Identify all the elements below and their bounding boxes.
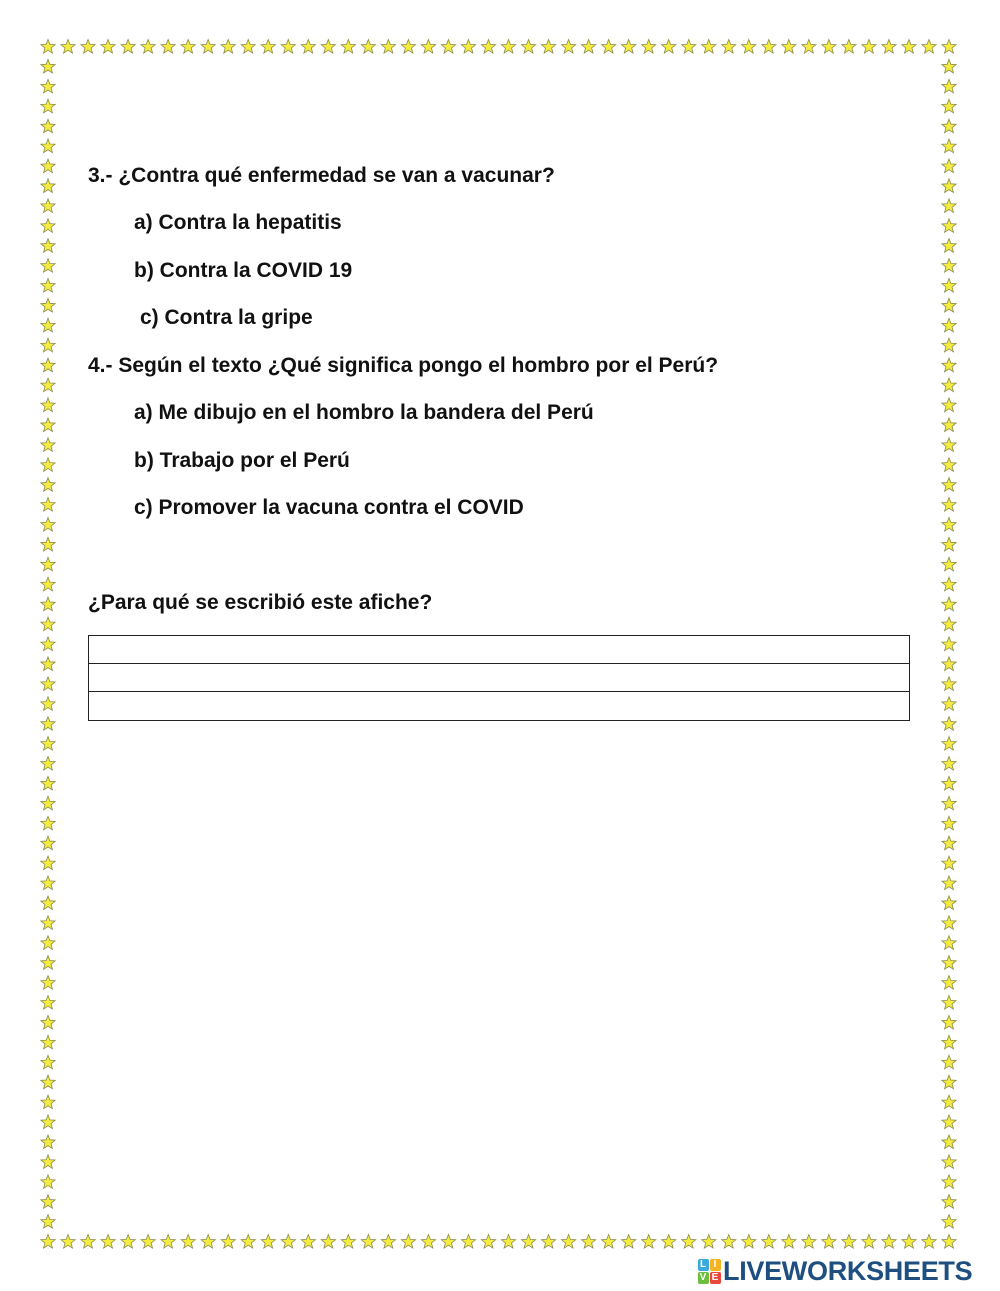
border-star-icon: [942, 1235, 956, 1249]
border-star-icon: [942, 1195, 956, 1209]
border-star-icon: [41, 99, 55, 113]
border-star-icon: [942, 1115, 956, 1129]
question-3-option-c[interactable]: c) Contra la gripe: [140, 306, 313, 329]
border-star-icon: [41, 40, 55, 54]
border-star-icon: [41, 179, 55, 193]
border-star-icon: [481, 40, 495, 54]
border-star-icon: [41, 1195, 55, 1209]
border-star-icon: [41, 1175, 55, 1189]
border-star-icon: [41, 279, 55, 293]
answer-line-2[interactable]: [89, 664, 909, 692]
border-star-icon: [942, 717, 956, 731]
border-star-icon: [942, 637, 956, 651]
border-star-icon: [101, 40, 115, 54]
border-star-icon: [581, 40, 595, 54]
border-star-icon: [61, 1235, 75, 1249]
border-star-icon: [101, 1235, 115, 1249]
border-star-icon: [41, 757, 55, 771]
border-star-icon: [301, 40, 315, 54]
border-star-icon: [622, 40, 636, 54]
logo-mark-icon: [697, 1258, 721, 1284]
border-star-icon: [521, 1235, 535, 1249]
border-star-icon: [682, 1235, 696, 1249]
border-star-icon: [201, 1235, 215, 1249]
question-3-option-b[interactable]: b) Contra la COVID 19: [134, 259, 353, 282]
border-star-icon: [942, 916, 956, 930]
border-star-icon: [261, 40, 275, 54]
border-star-icon: [41, 478, 55, 492]
answer-line-1[interactable]: [89, 636, 909, 664]
border-star-icon: [942, 816, 956, 830]
border-star-icon: [942, 896, 956, 910]
border-star-icon: [541, 1235, 555, 1249]
border-star-icon: [41, 697, 55, 711]
border-star-icon: [942, 458, 956, 472]
border-star-icon: [41, 1055, 55, 1069]
border-star-icon: [702, 40, 716, 54]
border-star-icon: [942, 378, 956, 392]
border-star-icon: [41, 1035, 55, 1049]
border-star-icon: [662, 40, 676, 54]
border-star-icon: [41, 1075, 55, 1089]
border-star-icon: [842, 1235, 856, 1249]
border-star-icon: [942, 59, 956, 73]
border-star-icon: [682, 40, 696, 54]
border-star-icon: [41, 1015, 55, 1029]
border-star-icon: [942, 617, 956, 631]
border-star-icon: [662, 1235, 676, 1249]
question-4-option-c[interactable]: c) Promover la vacuna contra el COVID: [134, 496, 524, 519]
border-star-icon: [41, 1215, 55, 1229]
logo-mark-letter: I: [710, 1259, 721, 1271]
answer-box: [88, 635, 910, 721]
border-star-icon: [501, 1235, 515, 1249]
border-star-icon: [702, 1235, 716, 1249]
border-star-icon: [461, 40, 475, 54]
border-star-icon: [942, 438, 956, 452]
border-star-icon: [942, 1095, 956, 1109]
border-star-icon: [41, 59, 55, 73]
border-star-icon: [541, 40, 555, 54]
border-star-icon: [902, 1235, 916, 1249]
border-star-icon: [942, 757, 956, 771]
border-star-icon: [41, 119, 55, 133]
border-star-icon: [942, 597, 956, 611]
border-star-icon: [942, 79, 956, 93]
border-star-icon: [41, 159, 55, 173]
border-star-icon: [722, 40, 736, 54]
border-star-icon: [221, 40, 235, 54]
border-star-icon: [942, 677, 956, 691]
border-star-icon: [942, 1075, 956, 1089]
border-star-icon: [81, 1235, 95, 1249]
border-star-icon: [942, 557, 956, 571]
border-star-icon: [381, 40, 395, 54]
border-star-icon: [942, 159, 956, 173]
border-star-icon: [341, 40, 355, 54]
border-star-icon: [942, 1035, 956, 1049]
border-star-icon: [942, 537, 956, 551]
border-star-icon: [942, 1215, 956, 1229]
border-star-icon: [441, 1235, 455, 1249]
border-star-icon: [41, 836, 55, 850]
border-star-icon: [41, 458, 55, 472]
logo-mark-letter: V: [698, 1272, 709, 1284]
border-star-icon: [201, 40, 215, 54]
border-star-icon: [942, 776, 956, 790]
border-star-icon: [41, 518, 55, 532]
logo-mark-letter: E: [710, 1272, 721, 1284]
border-star-icon: [942, 99, 956, 113]
question-3: 3.- ¿Contra qué enfermedad se van a vacunar?: [88, 164, 555, 187]
border-star-icon: [942, 338, 956, 352]
border-star-icon: [161, 40, 175, 54]
border-star-icon: [501, 40, 515, 54]
border-star-icon: [41, 1155, 55, 1169]
border-star-icon: [742, 40, 756, 54]
border-star-icon: [882, 40, 896, 54]
border-star-icon: [141, 1235, 155, 1249]
border-star-icon: [942, 179, 956, 193]
question-4-option-a[interactable]: a) Me dibujo en el hombro la bandera del Perú: [134, 401, 594, 424]
border-star-icon: [862, 1235, 876, 1249]
border-star-icon: [742, 1235, 756, 1249]
border-star-icon: [41, 577, 55, 591]
border-star-icon: [942, 139, 956, 153]
border-star-icon: [41, 617, 55, 631]
question-4-option-b[interactable]: b) Trabajo por el Perú: [134, 449, 350, 472]
border-star-icon: [942, 976, 956, 990]
border-star-icon: [802, 1235, 816, 1249]
border-star-icon: [61, 40, 75, 54]
border-star-icon: [762, 1235, 776, 1249]
border-star-icon: [942, 239, 956, 253]
border-star-icon: [281, 1235, 295, 1249]
border-star-icon: [381, 1235, 395, 1249]
open-question: ¿Para qué se escribió este afiche?: [88, 591, 433, 614]
border-star-icon: [121, 1235, 135, 1249]
border-star-icon: [942, 856, 956, 870]
border-star-icon: [722, 1235, 736, 1249]
border-star-icon: [41, 318, 55, 332]
border-star-icon: [942, 697, 956, 711]
border-star-icon: [942, 40, 956, 54]
border-star-icon: [762, 40, 776, 54]
border-star-icon: [942, 956, 956, 970]
border-star-icon: [241, 40, 255, 54]
border-star-icon: [822, 40, 836, 54]
border-star-icon: [321, 1235, 335, 1249]
border-star-icon: [942, 577, 956, 591]
border-star-icon: [481, 1235, 495, 1249]
border-star-icon: [161, 1235, 175, 1249]
border-star-icon: [41, 717, 55, 731]
border-star-icon: [41, 537, 55, 551]
border-star-icon: [41, 776, 55, 790]
border-star-icon: [41, 79, 55, 93]
liveworksheets-logo[interactable]: [697, 1256, 972, 1286]
border-star-icon: [942, 518, 956, 532]
border-star-icon: [41, 139, 55, 153]
border-star-icon: [561, 1235, 575, 1249]
border-star-icon: [361, 40, 375, 54]
border-star-icon: [41, 438, 55, 452]
answer-line-3[interactable]: [89, 692, 909, 720]
border-star-icon: [942, 398, 956, 412]
border-star-icon: [41, 1115, 55, 1129]
border-star-icon: [41, 796, 55, 810]
border-star-icon: [942, 1055, 956, 1069]
border-star-icon: [601, 1235, 615, 1249]
border-star-icon: [942, 936, 956, 950]
border-star-icon: [642, 40, 656, 54]
border-star-icon: [41, 1235, 55, 1249]
border-star-icon: [942, 796, 956, 810]
border-star-icon: [942, 1155, 956, 1169]
border-star-icon: [41, 219, 55, 233]
question-3-option-a[interactable]: a) Contra la hepatitis: [134, 211, 342, 234]
border-star-icon: [642, 1235, 656, 1249]
border-star-icon: [942, 498, 956, 512]
border-star-icon: [461, 1235, 475, 1249]
border-star-icon: [842, 40, 856, 54]
border-star-icon: [301, 1235, 315, 1249]
border-star-icon: [341, 1235, 355, 1249]
border-star-icon: [41, 418, 55, 432]
border-star-icon: [41, 1095, 55, 1109]
border-star-icon: [942, 737, 956, 751]
border-star-icon: [41, 996, 55, 1010]
border-star-icon: [882, 1235, 896, 1249]
border-star-icon: [41, 916, 55, 930]
border-star-icon: [361, 1235, 375, 1249]
border-star-icon: [942, 1015, 956, 1029]
border-star-icon: [41, 1135, 55, 1149]
border-star-icon: [822, 1235, 836, 1249]
border-star-icon: [401, 40, 415, 54]
border-star-icon: [942, 119, 956, 133]
border-star-icon: [942, 259, 956, 273]
border-star-icon: [41, 936, 55, 950]
border-star-icon: [942, 1175, 956, 1189]
logo-text: LIVEWORKSHEETS: [723, 1255, 973, 1286]
border-star-icon: [41, 338, 55, 352]
border-star-icon: [942, 279, 956, 293]
question-4: 4.- Según el texto ¿Qué significa pongo el hombro por el Perú?: [88, 354, 719, 377]
border-star-icon: [942, 876, 956, 890]
border-star-icon: [41, 896, 55, 910]
border-star-icon: [561, 40, 575, 54]
border-star-icon: [942, 358, 956, 372]
border-star-icon: [802, 40, 816, 54]
border-star-icon: [41, 199, 55, 213]
border-star-icon: [41, 677, 55, 691]
border-star-icon: [521, 40, 535, 54]
border-star-icon: [41, 398, 55, 412]
border-star-icon: [862, 40, 876, 54]
border-star-icon: [41, 876, 55, 890]
border-star-icon: [41, 557, 55, 571]
border-star-icon: [581, 1235, 595, 1249]
border-star-icon: [922, 40, 936, 54]
border-star-icon: [41, 378, 55, 392]
border-star-icon: [281, 40, 295, 54]
border-star-icon: [41, 298, 55, 312]
border-star-icon: [421, 1235, 435, 1249]
border-star-icon: [261, 1235, 275, 1249]
border-star-icon: [241, 1235, 255, 1249]
border-star-icon: [41, 358, 55, 372]
border-star-icon: [221, 1235, 235, 1249]
border-star-icon: [421, 40, 435, 54]
border-star-icon: [942, 298, 956, 312]
border-star-icon: [782, 40, 796, 54]
border-star-icon: [942, 996, 956, 1010]
border-star-icon: [181, 1235, 195, 1249]
border-star-icon: [41, 856, 55, 870]
border-star-icon: [942, 836, 956, 850]
border-star-icon: [41, 637, 55, 651]
border-star-icon: [141, 40, 155, 54]
border-star-icon: [441, 40, 455, 54]
border-star-icon: [942, 1135, 956, 1149]
border-star-icon: [942, 478, 956, 492]
border-star-icon: [782, 1235, 796, 1249]
border-star-icon: [41, 259, 55, 273]
border-star-icon: [41, 956, 55, 970]
border-star-icon: [181, 40, 195, 54]
border-star-icon: [41, 498, 55, 512]
border-star-icon: [41, 657, 55, 671]
border-star-icon: [121, 40, 135, 54]
border-star-icon: [622, 1235, 636, 1249]
border-star-icon: [41, 816, 55, 830]
border-star-icon: [922, 1235, 936, 1249]
border-star-icon: [41, 239, 55, 253]
border-star-icon: [942, 318, 956, 332]
border-star-icon: [942, 199, 956, 213]
border-star-icon: [942, 418, 956, 432]
logo-mark-letter: L: [698, 1259, 709, 1271]
border-star-icon: [321, 40, 335, 54]
border-star-icon: [942, 657, 956, 671]
border-star-icon: [902, 40, 916, 54]
border-star-icon: [942, 219, 956, 233]
border-star-icon: [41, 976, 55, 990]
border-star-icon: [41, 737, 55, 751]
border-star-icon: [81, 40, 95, 54]
border-star-icon: [401, 1235, 415, 1249]
border-star-icon: [601, 40, 615, 54]
border-star-icon: [41, 597, 55, 611]
